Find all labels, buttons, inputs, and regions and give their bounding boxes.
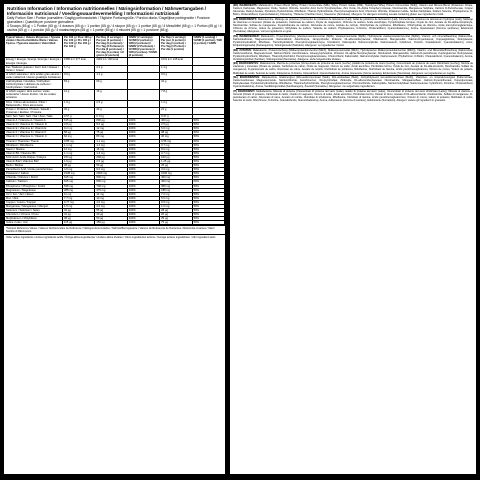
- nutrient-value: 100%: [127, 127, 159, 131]
- language-heading: (IT) INGREDIENTI:: [233, 90, 256, 94]
- ingredients-panel: [229, 3, 477, 475]
- nutrient-value: 2.5 µg: [160, 123, 192, 127]
- nutrient-value: 16 g: [95, 90, 127, 100]
- nutrient-value: 50%: [192, 155, 224, 159]
- nutrient-value: 0.9 g: [63, 72, 95, 79]
- nutrient-label: Vitamin B6 / Vitamine B6: [5, 151, 63, 155]
- nutrient-label: Biotin / Biotine: [5, 164, 63, 168]
- nutrient-value: 50%: [192, 119, 224, 123]
- ingredient-list: Maltodextrin, Protein Blend (Whey Protein Concentrate (Milk), Whey Protein Isolate (Milk), Hydrolysed Whey Protein Concentrate (Milk)), Vitamin and Mineral Blend (Potassium Citrate, Calcium Carbonate, Magnesium Oxide, Sodium Chloride, Ascorbic Acid, Ferric Pyrophosphate, Zinc Oxide, DL-Alpha Tocopheryl Acetate, Nicotinamide, Manganese Sulphate, Calcium D-Pantothenate, Copper Gluconate, Retinyl Acetate, Pyridoxine Hydrochloride, Riboflavin, Thiamin Hydrochloride, Pteroylmonoglutamic Acid, Chromium Chloride, Potassium Iodide, Sodium Molybdate, Sodium Selenite, Phylloquinone, D-Biotin, Cholecalciferol, Cyanocobalamin), Flavouring, Thickener (Xanthan Gum), Sweetener (Sucralose). Allergens: for allergens including cereals containing gluten see ingredients in bold.: [233, 4, 473, 17]
- nutrient-value: 100%: [127, 221, 159, 225]
- nutrient-value: 375 mg: [95, 188, 127, 192]
- language-heading: (EN) INGREDIENTS:: [233, 4, 258, 7]
- nutrient-value: 2.0 mg: [95, 205, 127, 209]
- nutrient-value: 58 µg: [63, 131, 95, 135]
- header-nrv-1: %NRV (1 serving) / %VNR (1 portion) / %RI (1 portion) / %NRV: [192, 36, 224, 58]
- nutrient-value: 100%: [127, 184, 159, 188]
- ingredients-text: [230, 4, 476, 102]
- nutrient-value: [192, 107, 224, 114]
- nutrient-value: 7.7 mg: [63, 196, 95, 200]
- nutrient-value: 7.8 g: [160, 90, 192, 100]
- nutrient-value: 100%: [127, 151, 159, 155]
- nutrient-label: Zinc / Zink: [5, 196, 63, 200]
- nutrient-value: 62 mg: [63, 135, 95, 139]
- nutrient-label: Iodine / Iode / Jod: [5, 221, 63, 225]
- nutrient-value: 32 g: [63, 107, 95, 114]
- nutrient-value: 1.1 mg: [95, 139, 127, 143]
- table-row: [5, 65, 225, 72]
- table-row: [5, 107, 225, 114]
- nutrient-value: 100%: [127, 123, 159, 127]
- nutrient-label: of which sugars / dont sucres / varav sockerarter / davon Zucker / de los cuales azúcares: [5, 90, 63, 100]
- nutrient-value: [127, 72, 159, 79]
- nutrient-value: 538 mg: [63, 184, 95, 188]
- nutrient-value: 6.0 mg: [95, 168, 127, 172]
- nutrient-label: Carbohydrate / Glucides / Kolhydrat / Kohlenhydrate / Hidratos de carbono / Koolhydraten / Carboidrati: [5, 80, 63, 90]
- nutrient-value: 1.1 mg: [63, 151, 95, 155]
- nutrient-value: 14 mg: [95, 192, 127, 196]
- nutrient-value: 38 µg: [160, 131, 192, 135]
- nutrient-value: 50%: [192, 143, 224, 147]
- nutrient-value: 50%: [192, 180, 224, 184]
- nutrient-value: 53 g: [63, 80, 95, 90]
- ingredient-paragraph: [233, 90, 473, 102]
- nutrient-value: 615 mg: [63, 176, 95, 180]
- nutrient-value: 0.5 mg: [160, 200, 192, 204]
- nutrient-value: 8.0 mg: [160, 147, 192, 151]
- nutrient-value: 55 µg: [95, 209, 127, 213]
- nutrient-value: [192, 100, 224, 107]
- nutrient-label: Phosphorus / Phosphore / Fosfor: [5, 184, 63, 188]
- nutrient-value: 21 g: [160, 107, 192, 114]
- nutrient-value: 4.6 mg: [63, 168, 95, 172]
- nutrient-value: [127, 80, 159, 90]
- ingredient-paragraph: [233, 76, 473, 88]
- nutrient-value: 154 µg: [63, 155, 95, 159]
- nutrient-label: Selenium / Sélénium / Selen: [5, 209, 63, 213]
- nutrient-value: 50%: [192, 131, 224, 135]
- nutrition-title: Nutrition Information / Information nutritionnelles / Näringsinformation / Nährwertangaben / Información nutricional / Voedingswaardevermelding / Informazioni nutrizionali: [7, 6, 207, 17]
- nutrient-value: [192, 80, 224, 90]
- language-heading: (FR) INGRÉDIENTS:: [233, 17, 258, 21]
- ingredient-list: Maltodextrin, Proteinmischung (Molkenproteinkonzentrat (Milch), Molkenproteinisolat (Milch), Hydrolysiertes Molkenproteinkonzentrat (Milch)), Vitamin- und Mineralstoffmischung (Kaliumcitrat, Calciumcarbonat, Magnesiumoxid, Natriumchlorid, Ascorbinsäure, Eisenpyrophosphat, Zinkoxid, DL-alpha-Tocopherylacetat, Nicotinamid, Mangansulfat, Calcium-D-pantothenat, Kupfergluconat, Retinylacetat, Pyridoxinhydrochlorid, Riboflavin, Thiaminhydrochlorid, Pteroylmonoglutaminsäure, Chromchlorid, Kaliumiodid, Natriummolybdat, Natriumselenit, Phyllochinon, D-Biotin, Cholecalciferol, Cyanocobalamin), Aroma, Verdickungsmittel (Xanthan), Süßungsmittel (Sucralose). Allergene: siehe fettgedruckte Zutaten.: [233, 48, 473, 61]
- nutrient-label: Protein / Protéines / Protein / Eiweiß / Proteínas / Eiwitten / Proteine: [5, 107, 63, 114]
- nutrition-table: [4, 35, 225, 225]
- nutrient-value: 400 mg: [160, 176, 192, 180]
- nutrient-value: 1.5 mg: [63, 205, 95, 209]
- ingredient-list: Maltodextrin, Proteinblandning (Vassleproteinkoncentrat (Mjölk), Vassleproteinisolat (Mjölk), Hydrolyserat vassleproteinkoncentrat (Mjölk)), Vitamin- och mineralblandning (Kaliumcitrat, Kalciumkarbonat, Magnesiumoxid, Natriumklorid, Askorbinsyra, Järnpyrofosfat, Zinkoxid, DL-alfa-tokoferylacetat, Nikotinamid, Mangansulfat, Kalcium-D-pantotenat, Kopparglukonat, Retinylacetat, Pyridoxinhydroklorid, Riboflavin, Tiaminhydroklorid, Pteroylmonoglutaminsyra, Kromklorid, Kaliumjodid, Natriummolybdat, Natriumselenit, Fyllokinon, D-biotin, Kolekalciferol, Cyanokobalamin), Arom, Förtjockningsmedel (Xantangummi), Sötningsmedel (Sukralos). Allergener: se ingredienser i fetstil.: [233, 34, 473, 47]
- nutrient-value: 9.2 mg: [63, 127, 95, 131]
- language-heading: (SV) INGREDIENSER:: [233, 34, 260, 38]
- nutrient-value: 11 mg: [63, 192, 95, 196]
- nutrient-value: 2.2 g: [95, 65, 127, 72]
- nutrient-value: 50%: [192, 147, 224, 151]
- nutrient-value: 50%: [192, 176, 224, 180]
- nutrient-label: Vitamin K / Vitamine K / Vitamin K: [5, 131, 63, 135]
- nutrient-value: [127, 58, 159, 65]
- nutrient-value: 100%: [127, 155, 159, 159]
- nutrient-value: 50%: [192, 205, 224, 209]
- language-heading: (NL) INGREDIËNTEN:: [233, 76, 260, 80]
- nutrient-value: 800 mg: [95, 176, 127, 180]
- ingredient-paragraph: [233, 35, 473, 47]
- nutrient-value: 1.2 g: [160, 100, 192, 107]
- nutrient-label: Pantothenic Acid / Acide pantothénique: [5, 168, 63, 172]
- nutrition-header: [4, 4, 225, 35]
- nutrient-value: 75 µg: [95, 131, 127, 135]
- nutrient-value: 400 µg: [160, 119, 192, 123]
- nutrient-value: 1.1 mg: [63, 143, 95, 147]
- other-ingredients-heading: Other active ingredients / Autres ingrédients actifs / Övriga aktiva ingredienser / Andere aktive Zutaten / Otros ingredientes activos / Overige actieve ingrediënten / Altri ingredienti attivi: [4, 234, 225, 240]
- nutrient-value: 1.0 mg: [95, 200, 127, 204]
- nutrient-label: Riboflavin / Riboflavine: [5, 143, 63, 147]
- nutrient-value: 100%: [127, 168, 159, 172]
- nutrient-label: Fat / Matières grasses / Fett / Fett / Grasas / Vetten / Grassi: [5, 65, 63, 72]
- nutrient-value: 6.0 mg: [160, 127, 192, 131]
- nutrient-value: 50%: [192, 159, 224, 163]
- serving-size-detail: 4 Scoops (65 g) = 1 Portion (65 g) / 4 doseurs (65 g) = 1 portion (65 g) / 4 skopor (65 g) = 1 portion (65 g) / 4 Messlöffel (65 g) = 1 Portion (65 g) / 4 cacitos (65 g) = 1 porción (65 g) / 4 maatschepjes (65 g) = 1 portie (65 g) / 4 misurini (65 g) = 1 porzione (65 g): [7, 23, 222, 32]
- nutrient-value: 100%: [127, 164, 159, 168]
- nrv-footnote: *Nutrient Reference Values / Valeurs Nutritionnelles de Référence / Näringsreferensvärden / Nährstoffbezugswerte / Valores de Referencia de Nutrientes / Referentie-innames / Valori Nutritivi di Riferimento: [4, 225, 225, 234]
- nutrient-value: [127, 100, 159, 107]
- nutrient-value: 615 mg: [63, 180, 95, 184]
- nutrient-label: Potassium / Kalium: [5, 172, 63, 176]
- nutrient-value: 2.5 µg: [95, 159, 127, 163]
- nutrient-value: 100%: [127, 147, 159, 151]
- nutrient-label: Vitamin D / Vitamine D / Vitamin D: [5, 123, 63, 127]
- table-row: [5, 221, 225, 225]
- nutrient-value: 0.37 g: [160, 114, 192, 118]
- nutrient-value: [127, 65, 159, 72]
- nutrient-value: 1.9 g: [63, 100, 95, 107]
- nutrient-value: [127, 90, 159, 100]
- nutrient-value: 0.6 g: [160, 72, 192, 79]
- nutrient-value: 100%: [127, 135, 159, 139]
- nutrient-value: 800 µg: [95, 119, 127, 123]
- nutrient-value: 12 mg: [63, 147, 95, 151]
- table-row: [5, 80, 225, 90]
- language-heading: (ES) INGREDIENTES:: [233, 62, 259, 66]
- nutrient-label: Folic Acid / Acide folique / Folsyra: [5, 155, 63, 159]
- nutrient-value: 40 µg: [95, 213, 127, 217]
- nutrient-value: 25 µg: [160, 217, 192, 221]
- language-heading: (DE) ZUTATEN:: [233, 48, 252, 52]
- nutrient-value: 800 mg: [95, 180, 127, 184]
- nutrient-value: 1586 kJ / 377 kcal: [63, 58, 95, 65]
- nutrient-value: [192, 90, 224, 100]
- nutrient-value: 5.0 mg: [160, 196, 192, 200]
- nutrient-value: 0.74 g: [95, 114, 127, 118]
- nutrient-value: 50%: [192, 209, 224, 213]
- nutrient-label: Magnesium / Magnésium: [5, 188, 63, 192]
- nutrient-value: 50%: [192, 127, 224, 131]
- nutrient-value: 0.7 mg: [160, 151, 192, 155]
- nutrient-label: Vitamin E / Vitamine E / Vitamin E: [5, 127, 63, 131]
- nutrient-label: Chromium / Chrome / Krom: [5, 213, 63, 217]
- nutrient-value: 1.2 g: [95, 72, 127, 79]
- nutrient-value: 75 µg: [160, 221, 192, 225]
- nutrient-value: 100%: [127, 143, 159, 147]
- nutrient-label: Vitamin C / Vitamine C / Vitamin C: [5, 135, 63, 139]
- nutrient-value: 100%: [127, 217, 159, 221]
- nutrient-value: 100%: [127, 119, 159, 123]
- table-row: [5, 72, 225, 79]
- nutrient-value: 2062 kJ / 490 kcal: [95, 58, 127, 65]
- nutrient-value: 350 mg: [160, 184, 192, 188]
- header-per-100g: Per 100 g / Pour 100 g / Per 100 g / Pro 100 g / Por 100 g / Per 100 g / Per 100 g: [63, 36, 95, 58]
- nutrient-value: 100%: [127, 131, 159, 135]
- nutrient-value: 1.4 mg: [95, 151, 127, 155]
- nutrient-value: 200 µg: [95, 155, 127, 159]
- ingredient-list: Maltodextrina, Mezcla de proteínas (Concentrado de proteína de suero (Leche), Aislado de proteína de suero (Leche), Concentrado de proteína de suero hidrolizado (Leche)), Mezcla de vitaminas y minerales (Citrato de potasio, Carbonato de calcio, Óxido de magnesio, Cloruro de sodio, Ácido ascórbico, Pirofosfato férrico, Óxido de zinc, Acetato de DL-alfa-tocoferilo, Nicotinamida, Sulfato de manganeso, D-pantotenato de calcio, Gluconato de cobre, Acetato de retinilo, Clorhidrato de piridoxina, Riboflavina, Clorhidrato de tiamina, Ácido pteroilmonoglutámico, Cloruro de cromo, Yoduro de potasio, Molibdato de sodio, Selenito de sodio, Filoquinona, D-biotina, Colecalciferol, Cianocobalamina), Aroma, Espesante (Goma xantana), Edulcorante (Sucralosa). Alérgenos: ver ingredientes en negrita.: [233, 62, 473, 75]
- nutrient-value: 50%: [192, 123, 224, 127]
- nutrient-value: [192, 58, 224, 65]
- ingredient-list: Maltodextrine, Eiwitmengsel (Wei-eiwitconcentraat (Melk), Wei-eiwitisolaat (Melk), Gehydrolyseerd wei-eiwitconcentraat (Melk)), Vitaminen- en mineralenmengsel (Kaliumcitraat, Calciumcarbonaat, Magnesiumoxide, Natriumchloride, Ascorbinezuur, IJzerpyrofosfaat, Zinkoxide, DL-alfa-tocoferylacetaat, Nicotinamide, Mangaansulfaat, Calcium-D-pantothenaat, Kopergluconaat, Retinylacetaat, Pyridoxinehydrochloride, Riboflavine, Thiaminehydrochloride, Pteroylmonoglutaminezuur, Chroomchloride, Kaliumjodide, Natriummolybdaat, Natriumseleniet, Fyllochinon, D-biotine, Cholecalciferol, Cyanocobalamine), Aroma, Verdikkingsmiddel (Xanthaangom), Zoetstof (Sucralose). Allergenen: zie vetgedrukte ingrediënten.: [233, 76, 473, 89]
- nutrient-value: 100%: [127, 209, 159, 213]
- nutrient-value: 2.5 g: [95, 100, 127, 107]
- nutrient-value: 12 mg: [95, 127, 127, 131]
- ingredient-paragraph: [233, 4, 473, 16]
- nutrient-value: 0.57 g: [63, 114, 95, 118]
- nutrient-label: Copper / Cuivre / Koppar: [5, 200, 63, 204]
- nutrient-value: 50%: [192, 217, 224, 221]
- header-per-day-2: Per Day (2 servings) / Par jour (2 portions) / Per dag (2 portioner) / Pro Tag (2 Portionen) / Por día (2 porciones) / Per dag (2 porties) / Al giorno (2 porzioni): [95, 36, 127, 58]
- nutrient-value: 20 µg: [160, 213, 192, 217]
- nutrient-value: 1031 kJ / 245 kcal: [160, 58, 192, 65]
- nutrient-label: Thiamin / Thiamine / Tiamin: [5, 139, 63, 143]
- nutrient-value: 100%: [127, 176, 159, 180]
- nutrient-value: 5.0 µg: [95, 123, 127, 127]
- nutrient-label: Fibre / Fibres alimentaires / Fiber / Ballaststoffe / Fibra alimentaria: [5, 100, 63, 107]
- nutrient-value: 42 g: [95, 107, 127, 114]
- nutrient-value: 100%: [127, 192, 159, 196]
- nutrient-value: [127, 107, 159, 114]
- nutrient-value: 16 mg: [95, 147, 127, 151]
- nutrient-value: 34 g: [160, 80, 192, 90]
- nutrient-value: 50%: [192, 168, 224, 172]
- nutrient-value: 0.55 mg: [160, 139, 192, 143]
- nutrient-value: 1.7 g: [63, 65, 95, 72]
- nutrient-value: 100%: [127, 196, 159, 200]
- nutrient-value: 0.85 mg: [63, 139, 95, 143]
- nutrient-value: 50%: [192, 200, 224, 204]
- nutrient-label: Vitamin A / Vitamine A / Vitamin A: [5, 119, 63, 123]
- nutrient-value: 7.0 mg: [160, 192, 192, 196]
- nutrient-value: 188 mg: [160, 188, 192, 192]
- nutrient-value: 0.77 mg: [63, 200, 95, 204]
- nutrient-value: 50 µg: [95, 217, 127, 221]
- nutrient-value: 400 mg: [160, 180, 192, 184]
- nutrient-value: 42 µg: [63, 209, 95, 213]
- nutrient-value: 100%: [127, 205, 159, 209]
- nutrient-value: 50%: [192, 172, 224, 176]
- nutrient-value: 3.8 µg: [63, 123, 95, 127]
- ingredient-paragraph: [233, 62, 473, 74]
- nutrient-value: 69 g: [95, 80, 127, 90]
- nutrient-value: 1.0 mg: [160, 205, 192, 209]
- nutrient-value: 1000 mg: [160, 172, 192, 176]
- table-row: [5, 90, 225, 100]
- nutrient-value: 615 µg: [63, 119, 95, 123]
- nutrient-value: [192, 65, 224, 72]
- nutrient-value: 2000 mg: [95, 172, 127, 176]
- nutrient-value: 50%: [192, 188, 224, 192]
- nutrient-value: 38 µg: [63, 164, 95, 168]
- nutrient-value: 25 µg: [160, 164, 192, 168]
- nutrient-label: Manganese / Manganèse / Mangan: [5, 205, 63, 209]
- nutrient-value: 50%: [192, 151, 224, 155]
- nutrient-value: 100%: [127, 213, 159, 217]
- nutrient-value: 1.4 mg: [95, 143, 127, 147]
- nutrient-value: 100%: [127, 180, 159, 184]
- nutrient-label: Calcium / Kalcium: [5, 180, 63, 184]
- table-header-row: [5, 36, 225, 58]
- nutrient-label: Vitamin B12 / Vitamine B12: [5, 159, 63, 163]
- nutrient-label: Salt / Sel / Salt / Salz / Sal / Zout / Sale: [5, 114, 63, 118]
- nutrient-value: 28 µg: [160, 209, 192, 213]
- nutrient-value: 50%: [192, 184, 224, 188]
- nutrient-label: Iron / Fer / Järn / Eisen: [5, 192, 63, 196]
- nutrient-value: 100%: [127, 188, 159, 192]
- nutrient-value: 80 mg: [95, 135, 127, 139]
- header-per-day-1: Per Day (1 serving) / Par jour (1 portion) / Per dag (1 portion) / Pro Tag (1 Portion) / Por día (1 porción): [160, 36, 192, 58]
- nutrient-value: 38 µg: [63, 217, 95, 221]
- nutrition-panel: [3, 3, 226, 475]
- nutrient-value: 50%: [192, 192, 224, 196]
- serving-size: Daily Portion Size / Portion journalière / Daglig portionsstorlek / Tägliche Portionsgröße / Porción diaria / Dagelijkse portiegrootte / Porzione giornaliera / Quantità per porzione giornaliera:: [7, 15, 210, 24]
- ingredient-list: Maltodextrine, Mélange de protéines (Concentré de protéines de lactosérum (Lait), Isolat de protéines de lactosérum (Lait), Concentré de protéines de lactosérum hydrolysé (Lait)), Mélange de vitamines et minéraux (Citrate de potassium, Carbonate de calcium, Oxyde de magnésium, Chlorure de sodium, Acide ascorbique, Pyrophosphate ferrique, Oxyde de zinc, Acétate de DL-alpha-tocophéryle, Nicotinamide, Sulfate de manganèse, D-pantothénate de calcium, Gluconate de cuivre, Acétate de rétinyle, Chlorhydrate de pyridoxine, Riboflavine, Chlorhydrate de thiamine, Acide ptéroylmonoglutamique, Chlorure de chrome, Iodure de potassium, Molybdate de sodium, Sélénite de sodium, Phylloquinone, D-biotine, Cholécalciférol, Cyanocobalamine), Arôme, Épaississant (Gomme xanthane), Édulcorant (Sucralose). Allergènes: voir les ingrédients en gras.: [233, 17, 473, 33]
- nutrient-value: 288 mg: [63, 188, 95, 192]
- ingredient-paragraph: [233, 18, 473, 33]
- ingredient-paragraph: [233, 49, 473, 61]
- header-typical-values: Typical Values / Valeurs Moyennes / Typiska värden / Durchschnittliche Werte / Valores Típicos / Typische waarden / Valori Medi: [5, 36, 63, 58]
- nutrient-value: 100%: [127, 172, 159, 176]
- ingredient-list: Maltodestrina, Miscela di proteine (Concentrato di proteine del siero (Latte), Isolato di proteine del siero (Latte), Concentrato di proteine del siero idrolizzato (Latte)), Miscela di vitamine e minerali (Citrato di potassio, Carbonato di calcio, Ossido di magnesio, Cloruro di sodio, Acido ascorbico, Pirofosfato ferrico, Ossido di zinco, Acetato di DL-alfa-tocoferile, Nicotinamide, Solfato di manganese, D-pantotenato di calcio, Gluconato di rame, Acetato di retinile, Cloridrato di piridossina, Riboflavina, Cloridrato di tiamina, Acido pteroilmonoglutammico, Cloruro di cromo, Ioduro di potassio, Molibdato di sodio, Selenito di sodio, Fillochinone, D-biotina, Colecalciferolo, Cianocobalamina), Aroma, Addensante (Gomma di xantano), Edulcorante (Sucralosio). Allergeni: vedere gli ingredienti in grassetto.: [233, 90, 473, 103]
- nutrient-value: 31 µg: [63, 213, 95, 217]
- nutrient-value: 100 µg: [160, 155, 192, 159]
- nutrient-value: 50%: [192, 164, 224, 168]
- nutrient-value: 50%: [192, 221, 224, 225]
- nutrient-value: 3.0 mg: [160, 168, 192, 172]
- nutrient-value: 1538 mg: [63, 172, 95, 176]
- nutrient-value: 50%: [192, 213, 224, 217]
- table-row: [5, 100, 225, 107]
- nutrient-value: 1.1 g: [160, 65, 192, 72]
- nutrient-value: 100%: [127, 139, 159, 143]
- nutrient-value: 100%: [127, 200, 159, 204]
- nutrient-value: 10 mg: [95, 196, 127, 200]
- nutrient-value: 1.25 µg: [160, 159, 192, 163]
- nutrient-value: 50%: [192, 139, 224, 143]
- nutrient-value: [192, 72, 224, 79]
- nutrient-label: Chloride / Chlorure / Klorid: [5, 176, 63, 180]
- nutrient-value: 0.7 mg: [160, 143, 192, 147]
- nutrient-value: 12 g: [63, 90, 95, 100]
- nutrient-value: 1.9 µg: [63, 159, 95, 163]
- nutrient-value: 40 mg: [160, 135, 192, 139]
- nutrient-value: 700 mg: [95, 184, 127, 188]
- nutrient-value: 150 µg: [95, 221, 127, 225]
- nutrient-value: 50%: [192, 196, 224, 200]
- nutrient-value: 115 µg: [63, 221, 95, 225]
- header-nrv-2: %NRV (2 servings) / %VNR (2 portions) / %RI (2 portioner) / %NRV (2 Portionen) / %VRN (2 porciones) / %RI (2 porties) / %VNR (2 porzioni): [127, 36, 159, 58]
- table-row: [5, 58, 225, 65]
- nutrient-value: 100%: [127, 159, 159, 163]
- nutrient-value: 50 µg: [95, 164, 127, 168]
- nutrient-label: Niacin / Niacine: [5, 147, 63, 151]
- nutrient-label: Molybdenum / Molybdène: [5, 217, 63, 221]
- nutrient-label: of which saturates / dont acides gras saturés / varav mättat fett / davon gesättigte Fettsäuren: [6, 72, 61, 79]
- nutrient-label: Energy / Énergie / Energi / Energie / Energía / Energie / Energia: [6, 58, 61, 65]
- nutrient-value: 50%: [192, 135, 224, 139]
